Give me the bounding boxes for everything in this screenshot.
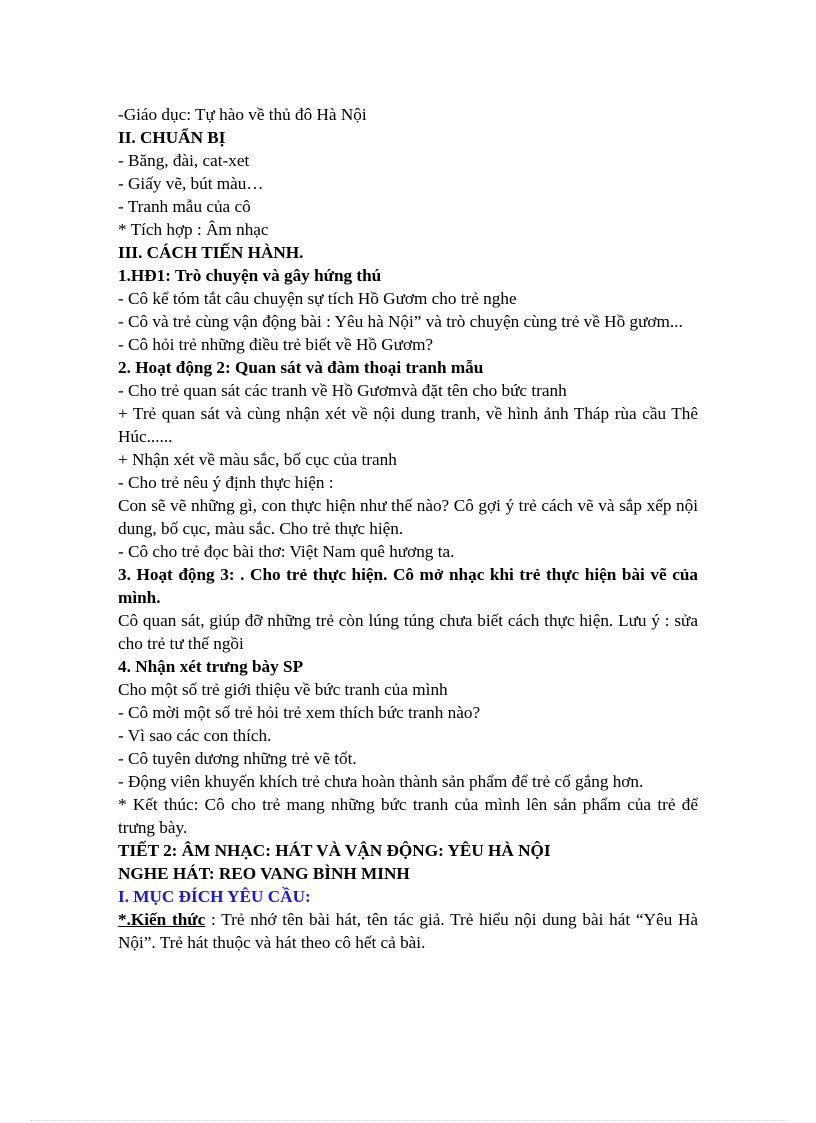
section-heading-procedure: III. CÁCH TIẾN HÀNH. xyxy=(118,243,304,262)
knowledge-text: : Trẻ nhớ tên bài hát, tên tác giả. Trẻ hiểu nội dung bài hát “Yêu Hà Nội”. Trẻ hát thuộc và hát theo cô hết cả bài. xyxy=(118,910,698,952)
activity-4-item-2: - Cô mời một số trẻ hỏi trẻ xem thích bức tranh nào? xyxy=(118,703,481,722)
activity-4-item-3: - Vì sao các con thích. xyxy=(118,726,272,745)
activity-1-item-2: - Cô và trẻ cùng vận động bài : Yêu hà Nội” và trò chuyện cùng trẻ về Hồ gươm... xyxy=(118,312,683,331)
activity-2-item-3: + Nhận xét về màu sắc, bố cục của tranh xyxy=(118,450,397,469)
lesson-2-subtitle: NGHE HÁT: REO VANG BÌNH MINH xyxy=(118,864,410,883)
prep-item-integration: * Tích hợp : Âm nhạc xyxy=(118,220,269,239)
activity-1-heading: 1.HĐ1: Trò chuyện và gây hứng thú xyxy=(118,266,382,285)
activity-2-heading: 2. Hoạt động 2: Quan sát và đàm thoại tranh mẫu xyxy=(118,358,484,377)
activity-2-item-5: Con sẽ vẽ những gì, con thực hiện như thế nào? Cô gợi ý trẻ cách vẽ và sắp xếp nội dung, bố cục, màu sắc. Cho trẻ thực hiện. xyxy=(118,496,698,538)
knowledge-paragraph xyxy=(118,908,698,954)
activity-1-item-3: - Cô hỏi trẻ những điều trẻ biết về Hồ Gươm? xyxy=(118,335,434,354)
page-bottom-divider xyxy=(30,1120,786,1121)
activity-4-item-5: - Động viên khuyến khích trẻ chưa hoàn thành sản phẩm để trẻ cố gắng hơn. xyxy=(118,772,644,791)
conclusion-text: * Kết thúc: Cô cho trẻ mang những bức tranh của mình lên sản phẩm của trẻ để trưng bày. xyxy=(118,795,698,837)
lesson-2-title: TIẾT 2: ÂM NHẠC: HÁT VÀ VẬN ĐỘNG: YÊU HÀ NỘI xyxy=(118,841,551,860)
activity-4-heading: 4. Nhận xét trưng bày SP xyxy=(118,657,304,676)
section-heading-preparation: II. CHUẨN BỊ xyxy=(118,128,226,147)
document-page xyxy=(118,103,698,954)
prep-item-sample: - Tranh mẫu của cô xyxy=(118,197,251,216)
prep-item-tape: - Băng, đài, cat-xet xyxy=(118,151,250,170)
activity-2-item-2: + Trẻ quan sát và cùng nhận xét về nội dung tranh, về hình ảnh Tháp rùa cầu Thê Húc...... xyxy=(118,404,698,446)
activity-4-item-1: Cho một số trẻ giới thiệu về bức tranh của mình xyxy=(118,680,448,699)
activity-3-text: Cô quan sát, giúp đỡ những trẻ còn lúng túng chưa biết cách thực hiện. Lưu ý : sửa cho trẻ tư thế ngồi xyxy=(118,611,698,653)
activity-2-item-6: - Cô cho trẻ đọc bài thơ: Việt Nam quê hương ta. xyxy=(118,542,455,561)
activity-1-item-1: - Cô kể tóm tắt câu chuyện sự tích Hồ Gươm cho trẻ nghe xyxy=(118,289,517,308)
activity-3-heading: 3. Hoạt động 3: . Cho trẻ thực hiện. Cô mở nhạc khi trẻ thực hiện bài vẽ của mình. xyxy=(118,565,698,607)
education-line: -Giáo dục: Tự hào về thủ đô Hà Nội xyxy=(118,105,367,124)
activity-4-item-4: - Cô tuyên dương những trẻ vẽ tốt. xyxy=(118,749,357,768)
prep-item-paper: - Giấy vẽ, bút màu… xyxy=(118,174,264,193)
objectives-heading: I. MỤC ĐÍCH YÊU CẦU: xyxy=(118,887,311,906)
activity-2-item-4: - Cho trẻ nêu ý định thực hiện : xyxy=(118,473,334,492)
knowledge-label: *.Kiến thức xyxy=(118,910,206,929)
activity-2-item-1: - Cho trẻ quan sát các tranh về Hồ Gươmvà đặt tên cho bức tranh xyxy=(118,381,567,400)
